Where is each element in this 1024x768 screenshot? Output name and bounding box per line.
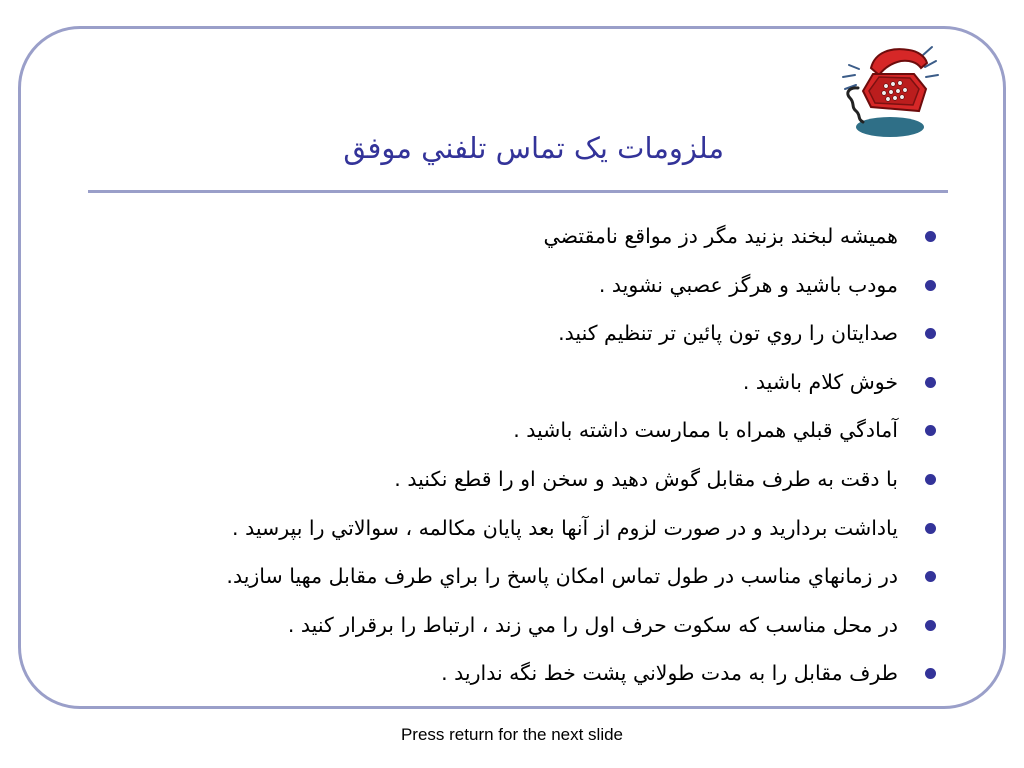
bullet-item-8 [101, 552, 936, 601]
bullet-item-2 [101, 261, 936, 310]
bullet-item-9 [101, 601, 936, 650]
slide-title: ملزومات يک تماس تلفني موفق [343, 131, 724, 165]
footer-instruction: Press return for the next slide [400, 725, 624, 744]
bullet-dot-icon [925, 425, 936, 436]
telephone-icon [835, 37, 945, 141]
bullet-dot-icon [925, 280, 936, 291]
bullet-item-1 [101, 212, 936, 261]
bullet-text-10: طرف مقابل را به مدت طولاني پشت خط نگه نداريد . [441, 661, 898, 686]
bullet-dot-icon [925, 620, 936, 631]
bullet-text-1: هميشه لبخند بزنيد مگر دز مواقع نامقتضي [543, 224, 898, 248]
bullet-text-6: با دقت به طرف مقابل گوش دهيد و سخن او را قطع نكنيد . [394, 466, 898, 491]
phone-cord [848, 88, 863, 122]
bullet-text-5: آمادگي قبلي همراه با ممارست داشته باشيد . [513, 418, 898, 443]
bullet-item-5 [101, 406, 936, 455]
receiver [871, 49, 927, 75]
title-divider [88, 190, 948, 193]
bullet-item-7 [101, 504, 936, 553]
bullet-item-10 [101, 649, 936, 698]
bullet-item-3 [101, 309, 936, 358]
dial-face [869, 77, 919, 105]
bullet-text-4: خوش كلام باشيد . [742, 369, 898, 394]
telephone-icon-graphic [835, 37, 945, 141]
bullet-text-3: صدايتان را روي تون پائين تر تنظيم كنيد. [558, 321, 898, 346]
bullet-dot-icon [925, 474, 936, 485]
bullet-item-4 [101, 358, 936, 407]
bullet-dot-icon [925, 328, 936, 339]
bullet-list [101, 212, 936, 698]
bullet-dot-icon [925, 668, 936, 679]
phone-shadow [856, 117, 924, 137]
bullet-dot-icon [925, 571, 936, 582]
bullet-text-9: در محل مناسب كه سكوت حرف اول را مي زند ، ارتباط را برقرار كنيد . [287, 612, 898, 637]
bullet-text-8: در زمانهاي مناسب در طول تماس امكان پاسخ را براي طرف مقابل مهيا سازيد. [226, 564, 898, 589]
bullet-item-6 [101, 455, 936, 504]
bullet-dot-icon [925, 231, 936, 242]
bullet-dot-icon [925, 377, 936, 388]
bullet-text-7: ياداشت برداريد و در صورت لزوم از آنها بعد پايان مكالمه ، سوالاتي را بپرسيد . [232, 515, 898, 540]
bullet-text-2: مودب باشيد و هرگز عصبي نشويد . [598, 272, 898, 297]
bullet-dot-icon [925, 523, 936, 534]
